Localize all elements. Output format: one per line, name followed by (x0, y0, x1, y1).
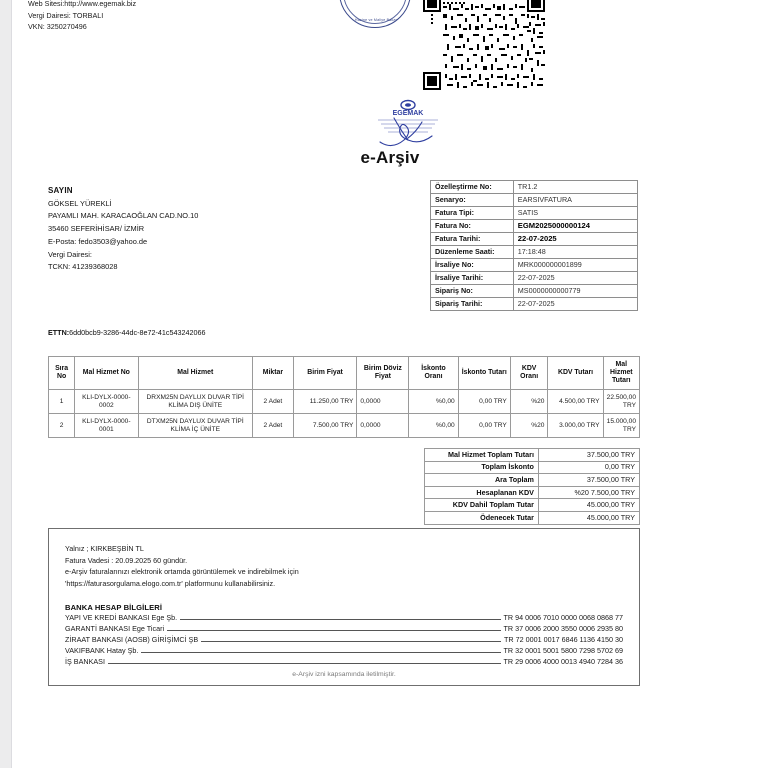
meta-key: Sipariş Tarihi: (431, 298, 514, 311)
bank-name: ZİRAAT BANKASI (AOSB) GİRİŞİMCİ ŞB (65, 634, 199, 644)
cell-total: 22.500,00 TRY (603, 390, 639, 414)
totals-row (425, 511, 640, 524)
total-value: 0,00 TRY (538, 461, 639, 474)
company-tax-office: Vergi Dairesi: TORBALI (28, 10, 104, 20)
meta-key: İrsaliye Tarihi: (431, 272, 514, 285)
cell-vat-rate: %20 (510, 414, 548, 438)
column-header: Miktar (253, 357, 294, 390)
archive-note-2: 'https://faturasorgulama.elogo.com.tr' platformunu kullanabilirsiniz. (65, 578, 276, 588)
cell-code: KLI-DYLX-0000-0001 (75, 414, 138, 438)
cell-desc: DTXM25N DAYLUX DUVAR TİPİ KLİMA İÇ ÜNİTE (138, 414, 253, 438)
page-gutter (0, 0, 12, 768)
bank-iban: TR 29 0006 4000 0013 4940 7284 36 (503, 657, 623, 667)
cell-vat-rate: %20 (510, 390, 548, 414)
recipient-block (48, 184, 198, 274)
ministry-seal-icon (339, 0, 411, 28)
total-label: Hesaplanan KDV (425, 486, 539, 499)
meta-value: 17:18:48 (513, 246, 637, 259)
cell-unit-price: 7.500,00 TRY (293, 414, 357, 438)
total-value: %20 7.500,00 TRY (538, 486, 639, 499)
meta-key: Senaryo: (431, 194, 514, 207)
totals-row (425, 449, 640, 462)
cell-unit-price: 11.250,00 TRY (293, 390, 357, 414)
meta-value: MRK000000001899 (513, 259, 637, 272)
totals-row (425, 461, 640, 474)
bank-leader-line (167, 630, 500, 631)
table-row (49, 390, 640, 414)
column-header: KDV Tutarı (548, 357, 603, 390)
meta-row (431, 233, 638, 246)
recipient-email: E-Posta: fedo3503@yahoo.de (48, 236, 148, 246)
total-label: Ara Toplam (425, 474, 539, 487)
bank-details-list (65, 612, 623, 668)
meta-key: Düzenleme Saati: (431, 246, 514, 259)
invoice-page (12, 0, 768, 768)
bank-leader-line (201, 641, 501, 642)
total-value: 45.000,00 TRY (538, 499, 639, 512)
bank-iban: TR 72 0001 0017 6846 1136 4150 30 (504, 634, 623, 644)
bank-leader-line (180, 619, 500, 620)
archive-footer-note: e-Arşiv izni kapsamında iletilmiştir. (292, 671, 396, 679)
meta-row (431, 194, 638, 207)
bank-iban: TR 94 0006 7010 0000 0068 0868 77 (503, 612, 623, 622)
meta-row (431, 298, 638, 311)
cell-disc-rate: %0,00 (409, 414, 458, 438)
bank-leader-line (108, 663, 501, 664)
amount-in-words: Yalnız ; KIRKBEŞBİN TL (65, 544, 144, 553)
meta-value: EGM2025000000124 (513, 220, 637, 233)
column-header: Birim Fiyat (293, 357, 357, 390)
ministry-seal-label: T.C. Hazine ve Maliye Bakanlığı (346, 18, 404, 22)
total-label: Toplam İskonto (425, 461, 539, 474)
totals-row (425, 486, 640, 499)
column-header: Mal Hizmet Tutarı (603, 357, 639, 390)
notes-box (48, 528, 640, 686)
meta-value: 22-07-2025 (513, 298, 637, 311)
meta-row (431, 207, 638, 220)
column-header: İskonto Tutarı (458, 357, 510, 390)
cell-vat-amount: 4.500,00 TRY (548, 390, 603, 414)
recipient-heading: SAYIN (48, 186, 73, 195)
cell-code: KLI-DYLX-0000-0002 (75, 390, 138, 414)
cell-disc-amount: 0,00 TRY (458, 390, 510, 414)
cell-fx-price: 0,0000 (357, 390, 409, 414)
bank-account-row (65, 634, 623, 645)
total-label: Ödenecek Tutar (425, 511, 539, 524)
total-value: 37.500,00 TRY (538, 449, 639, 462)
invoice-header (12, 0, 768, 180)
column-header: Mal Hizmet No (75, 357, 138, 390)
due-date-note: Fatura Vadesi : 20.09.2025 60 gündür. (65, 555, 188, 565)
meta-row (431, 285, 638, 298)
recipient-tax-office: Vergi Dairesi: (48, 249, 92, 259)
bank-name: VAKIFBANK Hatay Şb. (65, 646, 139, 656)
company-vkn: VKN: 3250270496 (28, 22, 87, 32)
qr-code-icon (421, 0, 547, 92)
meta-value: EARSIVFATURA (513, 194, 637, 207)
recipient-address-1: PAYAMLI MAH. KARACAOĞLAN CAD.NO.10 (48, 211, 199, 221)
meta-row (431, 259, 638, 272)
svg-text:EGEMAK: EGEMAK (392, 110, 424, 117)
bank-account-row (65, 612, 623, 623)
bank-iban: TR 37 0006 2000 3550 0006 2935 80 (503, 623, 623, 633)
recipient-tckn: TCKN: 41239368028 (48, 262, 118, 272)
line-items-header-row (49, 357, 640, 390)
cell-vat-amount: 3.000,00 TRY (548, 414, 603, 438)
cell-total: 15.000,00 TRY (603, 414, 639, 438)
cell-desc: DRXM25N DAYLUX DUVAR TİPİ KLİMA DIŞ ÜNİTE (138, 390, 253, 414)
bank-name: YAPI VE KREDİ BANKASI Ege Şb. (65, 612, 178, 622)
recipient-name: GÖKSEL YÜREKLİ (48, 198, 112, 208)
recipient-and-meta (12, 180, 768, 320)
total-label: KDV Dahil Toplam Tutar (425, 499, 539, 512)
archive-note-1: e-Arşiv faturalarınızı elektronik ortamda görüntülemek ve indirebilmek için (65, 567, 299, 577)
meta-value: MS0000000000779 (513, 285, 637, 298)
cell-no: 2 (49, 414, 75, 438)
column-header: Birim Döviz Fiyat (357, 357, 409, 390)
totals-row (425, 474, 640, 487)
ettn-line (48, 328, 205, 337)
cell-qty: 2 Adet (253, 414, 294, 438)
cell-disc-amount: 0,00 TRY (458, 414, 510, 438)
totals-row (425, 499, 640, 512)
meta-value: 22-07-2025 (513, 272, 637, 285)
meta-row (431, 272, 638, 285)
bank-details-title: BANKA HESAP BİLGİLERİ (65, 602, 163, 612)
meta-value: TR1.2 (513, 181, 637, 194)
column-header: Sıra No (49, 357, 75, 390)
meta-key: Fatura Tarihi: (431, 233, 514, 246)
cell-qty: 2 Adet (253, 390, 294, 414)
ettn-value: 6dd0bcb9-3286-44dc-8e72-41c543242066 (69, 328, 206, 337)
ettn-label: ETTN: (48, 328, 70, 337)
invoice-meta-table (430, 180, 638, 311)
total-label: Mal Hizmet Toplam Tutarı (425, 449, 539, 462)
company-info (28, 0, 136, 33)
meta-row (431, 246, 638, 259)
bank-iban: TR 32 0001 5001 5800 7298 5702 69 (503, 646, 623, 656)
meta-key: Fatura Tipi: (431, 207, 514, 220)
cell-no: 1 (49, 390, 75, 414)
meta-key: Sipariş No: (431, 285, 514, 298)
column-header: Mal Hizmet (138, 357, 253, 390)
bank-name: İŞ BANKASI (65, 657, 105, 667)
column-header: İskonto Oranı (409, 357, 458, 390)
company-stamp-icon (364, 92, 456, 150)
meta-key: Fatura No: (431, 220, 514, 233)
cell-disc-rate: %0,00 (409, 390, 458, 414)
bank-account-row (65, 623, 623, 634)
bank-account-row (65, 645, 623, 656)
meta-value: SATIS (513, 207, 637, 220)
line-items-table (48, 356, 640, 438)
meta-row (431, 181, 638, 194)
column-header: KDV Oranı (510, 357, 548, 390)
page-title: e-Arşiv (360, 148, 420, 167)
bank-account-row (65, 656, 623, 667)
table-row (49, 414, 640, 438)
meta-value: 22-07-2025 (513, 233, 637, 246)
meta-row (431, 220, 638, 233)
meta-key: Özelleştirme No: (431, 181, 514, 194)
bank-leader-line (141, 652, 500, 653)
company-website: Web Sitesi:http://www.egemak.biz (28, 0, 137, 8)
cell-fx-price: 0,0000 (357, 414, 409, 438)
meta-key: İrsaliye No: (431, 259, 514, 272)
recipient-address-2: 35460 SEFERİHİSAR/ İZMİR (48, 224, 145, 234)
total-value: 37.500,00 TRY (538, 474, 639, 487)
bank-name: GARANTİ BANKASI Ege Ticari (65, 623, 165, 633)
total-value: 45.000,00 TRY (538, 511, 639, 524)
totals-table (424, 448, 640, 525)
